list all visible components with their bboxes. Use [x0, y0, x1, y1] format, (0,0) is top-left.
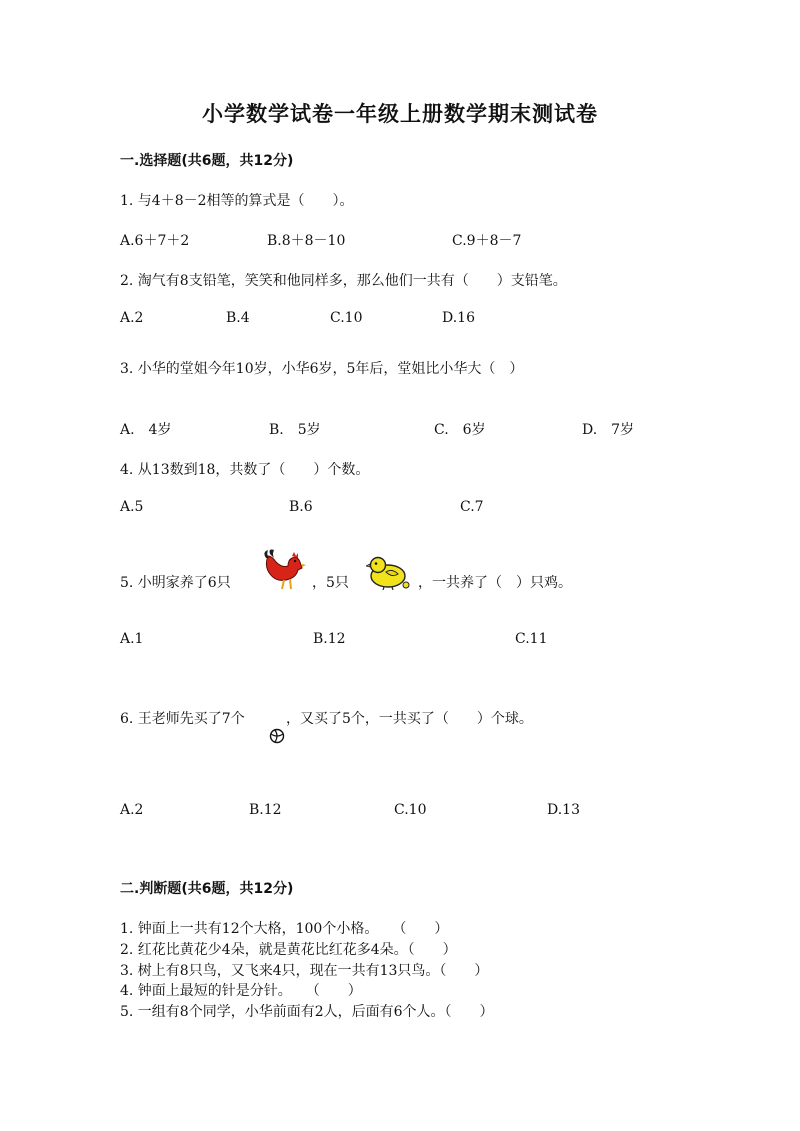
question-6-part-b: ，又买了5个，一共买了（ ）个球。 — [286, 711, 533, 727]
question-1: 1. 与4＋8－2相等的算式是（ ）。 — [120, 193, 354, 209]
option-b: B.12 — [249, 802, 282, 818]
question-5-part-a: 5. 小明家养了6只 — [120, 575, 231, 591]
judgment-question-1: 1. 钟面上一共有12个大格，100个小格。 （ ） — [120, 921, 449, 937]
exam-title: 小学数学试卷一年级上册数学期末测试卷 — [202, 102, 598, 126]
option-c: C.11 — [515, 631, 548, 647]
rooster-icon — [262, 548, 306, 590]
option-b: B.6 — [289, 499, 313, 515]
option-c: C.9＋8－7 — [452, 233, 522, 249]
option-a: A. 4岁 — [120, 422, 172, 438]
option-a: A.1 — [120, 631, 144, 647]
question-6-part-a: 6. 王老师先买了7个 — [120, 711, 245, 727]
option-a: A.2 — [120, 802, 144, 818]
judgment-question-4: 4. 钟面上最短的针是分针。 （ ） — [120, 983, 362, 999]
option-d: D.13 — [547, 802, 580, 818]
chick-icon — [366, 554, 410, 590]
question-4: 4. 从13数到18，共数了（ ）个数。 — [120, 462, 370, 478]
judgment-question-3: 3. 树上有8只鸟，又飞来4只，现在一共有13只鸟。（ ） — [120, 963, 489, 979]
question-3: 3. 小华的堂姐今年10岁，小华6岁，5年后，堂姐比小华大（ ） — [120, 361, 524, 377]
option-a: A.6＋7＋2 — [120, 233, 190, 249]
option-b: B.12 — [313, 631, 346, 647]
option-c: C.10 — [394, 802, 427, 818]
option-c: C. 6岁 — [434, 422, 486, 438]
option-a: A.2 — [120, 310, 144, 326]
judgment-question-2: 2. 红花比黄花少4朵，就是黄花比红花多4朵。（ ） — [120, 942, 457, 958]
section-header-judgment: 二.判断题(共6题，共12分) — [120, 881, 294, 897]
ball-icon — [269, 728, 285, 744]
option-a: A.5 — [120, 499, 144, 515]
question-2: 2. 淘气有8支铅笔，笑笑和他同样多，那么他们一共有（ ）支铅笔。 — [120, 273, 567, 289]
option-c: C.10 — [330, 310, 363, 326]
option-b: B. 5岁 — [269, 422, 321, 438]
option-c: C.7 — [460, 499, 484, 515]
section-header-choice: 一.选择题(共6题，共12分) — [120, 153, 294, 169]
option-d: D.16 — [442, 310, 475, 326]
judgment-question-5: 5. 一组有8个同学，小华前面有2人，后面有6个人。（ ） — [120, 1004, 494, 1020]
option-b: B.8＋8－10 — [267, 233, 346, 249]
option-d: D. 7岁 — [582, 422, 635, 438]
question-5-part-b: ，5只 — [312, 575, 349, 591]
option-b: B.4 — [226, 310, 250, 326]
question-5-part-c: ，一共养了（ ）只鸡。 — [418, 575, 572, 591]
